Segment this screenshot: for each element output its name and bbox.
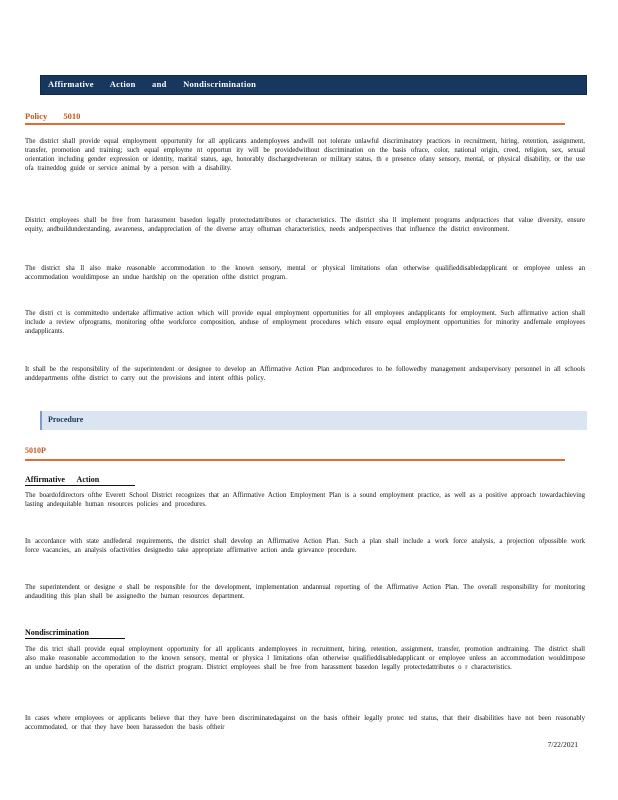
policy-title-banner [40, 75, 587, 95]
policy-paragraph: District employees shall be free from harassment basedon legally protectedattributes or characteristics. The district sha ll implement programs andpractices that value diversity, ensure equity, andbuildunderstanding, awareness, andappreciation of the diverse array ofhuman characteristics, needs andperspectives that influence the district environment. [25, 217, 585, 233]
affirmative-action-heading: Affirmative Action [25, 475, 100, 484]
heading-underline [25, 485, 135, 486]
procedure-number-label: 5010P [25, 446, 46, 455]
heading-underline [25, 638, 125, 639]
policy-divider [25, 123, 565, 125]
policy-paragraph: The district shall provide equal employment opportunity for all applicants andemployees andwill not tolerate unlawful discriminatory practices in recruitment, hiring, retention, assignment, transfer, promotion and training; such equal employme nt opportun ity will be providedwithout discrimination on the basis ofrace, color, national origin, creed, religion, sex, sexual orientation including gender expression or identity, marital status, age, honorably dischargedveteran or military status, th e presence ofany sensory, mental, or physical disability, or the use ofa traineddog guide or service animal by a person with a disability. [25, 138, 585, 172]
policy-paragraph: It shall be the responsibility of the superintendent or designee to develop an Affirmative Action Plan andprocedures to be followedby management andsupervisory personnel in all schools anddepartments ofthe district to carry out the provisions and intent ofthis policy. [25, 366, 585, 382]
procedure-banner [40, 411, 587, 430]
procedure-paragraph: The boardofdirectors ofthe Everett School District recognizes that an Affirmative Action Employment Plan is a sound employment practice, as well as a positive approach towardachieving lasting andequitable human resources policies and procedures. [25, 492, 585, 508]
policy-paragraph: The distri ct is committedto undertake affirmative action which will provide equal employment opportunities for all employees andapplicants for employment. Such affirmative action shall include a review ofprograms, monitoring ofthe workforce composition, anduse of employment procedures which ensure equal employment opportunities for minority andfemale employees andapplicants. [25, 310, 585, 335]
policy-number-label: Policy 5010 [25, 111, 81, 121]
policy-title: Affirmative Action and Nondiscrimination [48, 79, 257, 89]
nondiscrimination-heading: Nondiscrimination [25, 628, 90, 637]
revision-date: 7/22/2021 [547, 740, 578, 749]
procedure-paragraph: In accordance with state andfederal requirements, the district shall develop an Affirmative Action Plan. Such a plan shall include a work force analysis, a projection ofpossible work force vacancies, an analysis ofactivities designedto take appropriate affirmative action anda grievance procedure. [25, 538, 585, 554]
procedure-title: Procedure [48, 415, 84, 424]
procedure-paragraph: In cases where employees or applicants believe that they have been discriminatedagainst on the basis oftheir legally protec ted status, that their disabilities have not been reasonably accommodated, or that they have been harassedon the basis oftheir [25, 715, 585, 731]
procedure-paragraph: The superintendent or designe e shall be responsible for the development, implementation andannual reporting of the Affirmative Action Plan. The overall responsibility for monitoring andauditing this plan shall be assignedto the human resources department. [25, 584, 585, 600]
procedure-paragraph: The dis trict shall provide equal employment opportunity for all applicants andemployees in recruitment, hiring, retention, assignment, transfer, promotion andtraining. The district shall also make reasonable accommodation to the known sensory, mental or physica l limitations ofan otherwise qualifieddisabledapplicant or employee unless an accommodation wouldimpose an undue hardship on the operation of the district program. District employees shall be free from harassment basedon legally protectedattributes o r characteristics. [25, 646, 585, 671]
procedure-divider [25, 459, 565, 461]
policy-paragraph: The district sha ll also make reasonable accommodation to the known sensory, mental or physical limitations ofan otherwise qualifieddisabledapplicant or employee unless an accommodation wouldimpose an undue hardship on the operation ofthe district program. [25, 265, 585, 281]
